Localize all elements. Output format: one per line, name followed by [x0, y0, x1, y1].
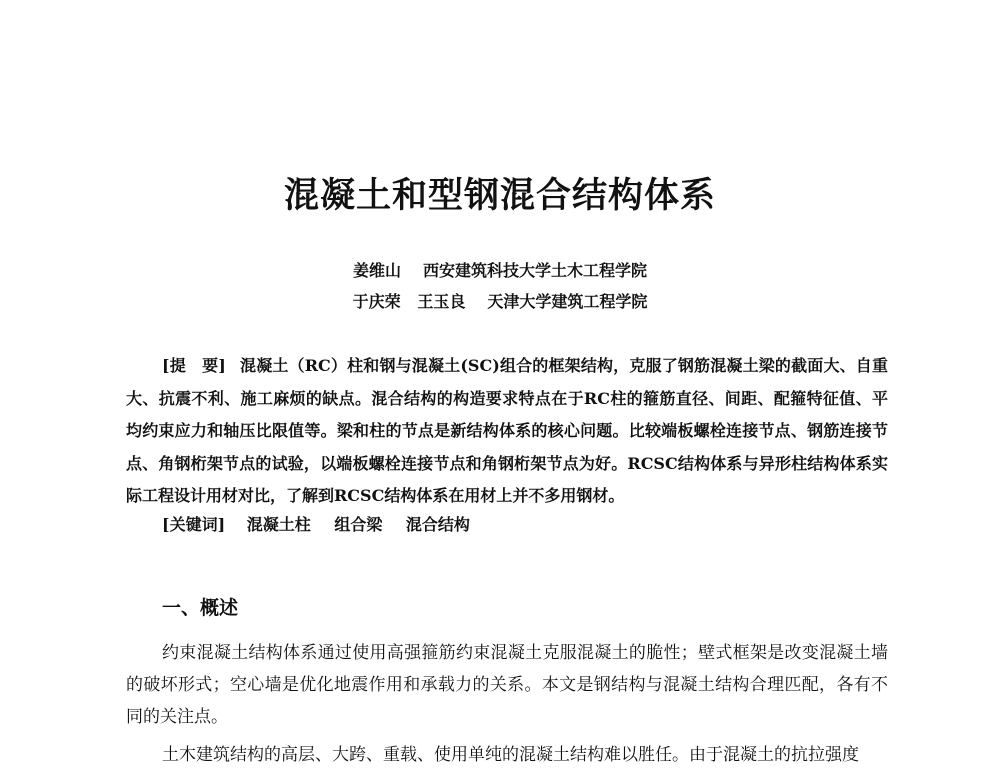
keyword: 组合梁 — [334, 515, 383, 534]
author-affiliation: 天津大学建筑工程学院 — [487, 292, 648, 311]
paper-title: 混凝土和型钢混合结构体系 — [283, 176, 716, 216]
abstract-text: 混凝土（RC）柱和钢与混凝土(SC)组合的框架结构，克服了钢筋混凝土梁的截面大、自重大、抗震不利、施工麻烦的缺点。混合结构的构造要求特点在于RC柱的箍筋直径、间距、配箍特征值、平均约束应力和轴压比限值等。梁和柱的节点是新结构体系的核心问题。比较端板螺栓连接节点、钢筋连接节点、角钢桁架节点的试验，以端板螺栓连接节点和角钢桁架节点为好。RCSC结构体系与异形柱结构体系实际工程设计用材对比，了解到RCSC结构体系在用材上并不多用钢材。 — [126, 356, 888, 505]
body-paragraph: 约束混凝土结构体系通过使用高强箍筋约束混凝土克服混凝土的脆性；壁式框架是改变混凝土墙的破坏形式；空心墙是优化地震作用和承载力的关系。本文是钢结构与混凝土结构合理匹配，各有不同的关注点。 — [126, 643, 888, 727]
abstract — [126, 350, 888, 513]
author-names: 于庆荣 王玉良 — [352, 292, 466, 311]
author-affiliation: 西安建筑科技大学土木工程学院 — [423, 261, 648, 280]
body-paragraph: 土木建筑结构的高层、大跨、重载、使用单纯的混凝土结构难以胜任。由于混凝土的抗拉强度 — [162, 745, 859, 765]
abstract-label: [提 要] — [162, 356, 226, 375]
author-line-1 — [0, 258, 1000, 281]
section-heading: 一、概述 — [162, 597, 239, 619]
author-line-2 — [0, 289, 1000, 312]
section-body — [126, 637, 888, 771]
keywords — [162, 512, 488, 535]
keyword: 混合结构 — [405, 515, 470, 534]
keyword: 混凝土柱 — [246, 515, 311, 534]
author-names: 姜维山 — [352, 261, 401, 280]
keywords-label: [关键词] — [162, 515, 226, 534]
